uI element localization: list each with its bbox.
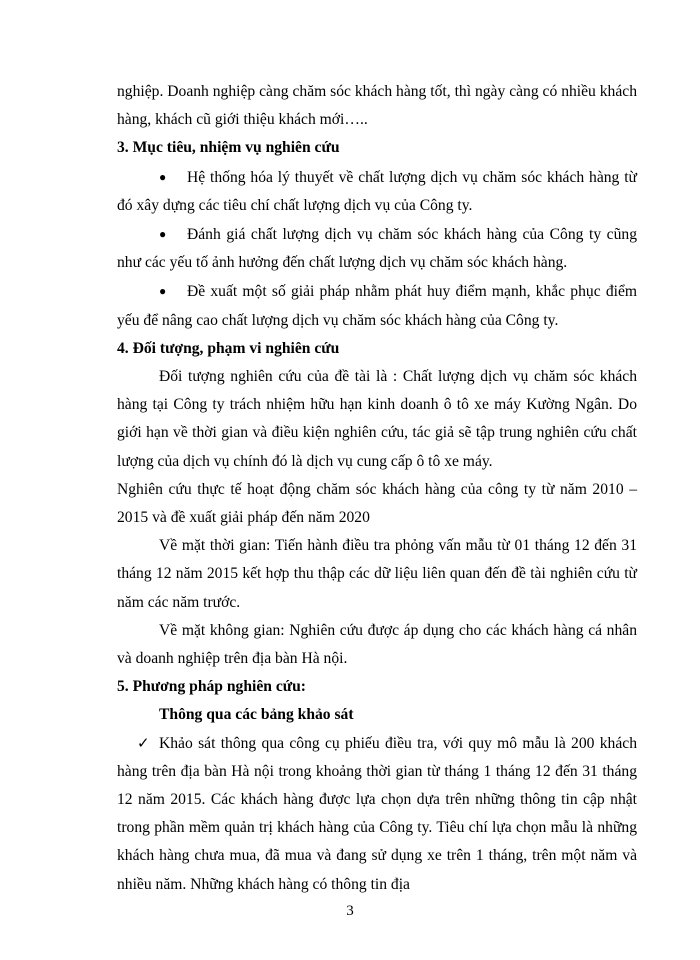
page-number: 3	[346, 903, 354, 919]
subheading-surveys: Thông qua các bảng khảo sát	[159, 706, 354, 724]
paragraph-time-scope: Về mặt thời gian: Tiến hành điều tra phỏng vấn mẫu từ 01 tháng 12 đến 31 tháng 12 năm 2015 kết hợp thu thập các dữ liệu liên quan đến đề tài nghiên cứu từ năm các năm trước.	[117, 537, 637, 611]
paragraph-subject: Đối tượng nghiên cứu của đề tài là : Chất lượng dịch vụ chăm sóc khách hàng tại Công ty trách nhiệm hữu hạn kinh doanh ô tô xe máy Kường Ngân. Do giới hạn về thời gian và điều kiện nghiên cứu, tác giả sẽ tập trung nghiên cứu chất lượng của dịch vụ chính đó là dịch vụ cung cấp ô tô xe máy.	[117, 368, 637, 470]
heading-objectives: 3. Mục tiêu, nhiệm vụ nghiên cứu	[117, 139, 340, 157]
heading-scope: 4. Đối tượng, phạm vi nghiên cứu	[117, 339, 340, 357]
paragraph-space-scope: Về mặt không gian: Nghiên cứu được áp dụng cho các khách hàng cá nhân và doanh nghiệp trên địa bàn Hà nội.	[117, 621, 637, 668]
bullet-text-1: Hệ thống hóa lý thuyết về chất lượng dịch vụ chăm sóc khách hàng từ đó xây dựng các tiêu chí chất lượng dịch vụ của Công ty.	[117, 168, 637, 214]
bullet-text-2: Đánh giá chất lượng dịch vụ chăm sóc khách hàng của Công ty cũng như các yếu tố ảnh hưởng đến chất lượng dịch vụ chăm sóc khách hàng.	[117, 226, 637, 272]
check-text-1: Khảo sát thông qua công cụ phiếu điều tra, với quy mô mẫu là 200 khách hàng trên địa bàn Hà nội trong khoảng thời gian từ tháng 1 tháng 12 đến 31 tháng 12 năm 2015. Các khách hàng được lựa chọn dựa trên những thông tin cập nhật trong phần mềm quản trị khách hàng của Công ty. Tiêu chí lựa chọn mẫu là những khách hàng chưa mua, đã mua và đang sử dụng xe trên 1 tháng, trên một năm và nhiều năm. Những khách hàng có thông tin địa	[117, 734, 637, 893]
paragraph-period: Nghiên cứu thực tế hoạt động chăm sóc khách hàng của công ty từ năm 2010 – 2015 và đề xuất giải pháp đến năm 2020	[117, 480, 637, 527]
checkmark-icon: ✓	[137, 735, 150, 752]
bullet-icon: ●	[159, 169, 167, 184]
bullet-item-3	[117, 277, 637, 334]
document-body	[117, 78, 637, 899]
heading-methods: 5. Phương pháp nghiên cứu:	[117, 678, 306, 696]
bullet-icon: ●	[159, 284, 167, 299]
paragraph-intro: nghiệp. Doanh nghiệp càng chăm sóc khách hàng tốt, thì ngày càng có nhiều khách hàng, khách cũ giới thiệu khách mới…..	[117, 83, 637, 129]
check-item-1	[117, 730, 637, 899]
bullet-icon: ●	[159, 227, 167, 242]
bullet-item-1	[117, 163, 637, 220]
bullet-text-3: Đề xuất một số giải pháp nhằm phát huy điểm mạnh, khắc phục điểm yếu để nâng cao chất lượng dịch vụ chăm sóc khách hàng của Công ty.	[117, 283, 637, 329]
bullet-item-2	[117, 220, 637, 277]
